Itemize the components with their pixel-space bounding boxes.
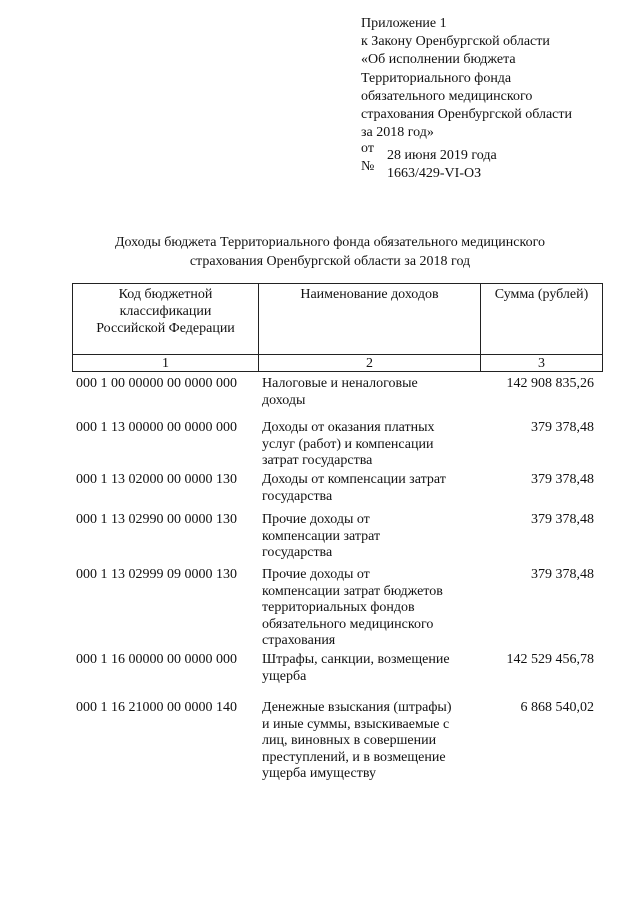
number-label: № (361, 159, 375, 174)
law-number: 1663/429-VI-ОЗ (387, 166, 482, 181)
law-date: 28 июня 2019 года (387, 148, 497, 163)
row-sum: 142 529 456,78 (506, 652, 594, 667)
date-label: от (361, 141, 374, 156)
appendix-line: за 2018 год» (361, 125, 434, 141)
appendix-line: «Об исполнении бюджета (361, 52, 516, 68)
appendix-line: Территориального фонда (361, 70, 512, 86)
revenue-rows (72, 376, 602, 790)
table-row (72, 472, 602, 512)
appendix-line: обязательного медицинского (361, 88, 533, 104)
row-code: 000 1 16 21000 00 0000 140 (76, 700, 237, 715)
row-sum: 379 378,48 (531, 567, 594, 582)
title-line: страхования Оренбургской области за 2018 год (189, 254, 471, 269)
row-name: Доходы от оказания платных услуг (работ) и компенсации затрат государства (262, 420, 435, 468)
document-title (60, 233, 600, 271)
row-sum: 379 378,48 (531, 420, 594, 435)
header-sum: Сумма (рублей) (481, 284, 603, 355)
table-row (72, 420, 602, 472)
appendix-line: Приложение 1 (361, 16, 447, 31)
row-code: 000 1 13 02999 09 0000 130 (76, 567, 237, 582)
row-name: Штрафы, санкции, возмещение ущерба (262, 652, 450, 684)
appendix-line: к Закону Оренбургской области (361, 34, 550, 50)
table-row (72, 652, 602, 700)
table-row (72, 512, 602, 567)
row-code: 000 1 16 00000 00 0000 000 (76, 652, 237, 667)
row-name: Налоговые и неналоговые доходы (262, 376, 418, 408)
appendix-line: страхования Оренбургской области (361, 107, 572, 123)
appendix-block (361, 15, 631, 142)
header-name: Наименование доходов (259, 284, 481, 355)
row-name: Денежные взыскания (штрафы) и иные суммы, взыскиваемые с лиц, виновных в совершении преступлений, и в возмещение ущерба имуществу (262, 700, 452, 781)
table-row (72, 376, 602, 420)
row-sum: 142 908 835,26 (506, 376, 594, 391)
row-name: Прочие доходы от компенсации затрат государства (262, 512, 381, 560)
row-code: 000 1 13 00000 00 0000 000 (76, 420, 237, 435)
table-row (72, 700, 602, 790)
row-sum: 379 378,48 (531, 512, 594, 527)
row-name: Доходы от компенсации затрат государства (262, 472, 446, 504)
column-number: 1 (73, 355, 259, 372)
table-row (72, 567, 602, 652)
row-code: 000 1 13 02000 00 0000 130 (76, 472, 237, 487)
revenue-table-header (72, 283, 603, 372)
title-line: Доходы бюджета Территориального фонда обязательного медицинского (114, 235, 545, 250)
row-code: 000 1 13 02990 00 0000 130 (76, 512, 237, 527)
row-sum: 6 868 540,02 (520, 700, 594, 715)
row-code: 000 1 00 00000 00 0000 000 (76, 376, 237, 391)
header-code: Код бюджетной классификации Российской Федерации (73, 284, 259, 355)
row-sum: 379 378,48 (531, 472, 594, 487)
row-name: Прочие доходы от компенсации затрат бюджетов территориальных фондов обязательного медицинского страхования (262, 567, 443, 648)
column-number: 3 (481, 355, 603, 372)
column-number: 2 (259, 355, 481, 372)
